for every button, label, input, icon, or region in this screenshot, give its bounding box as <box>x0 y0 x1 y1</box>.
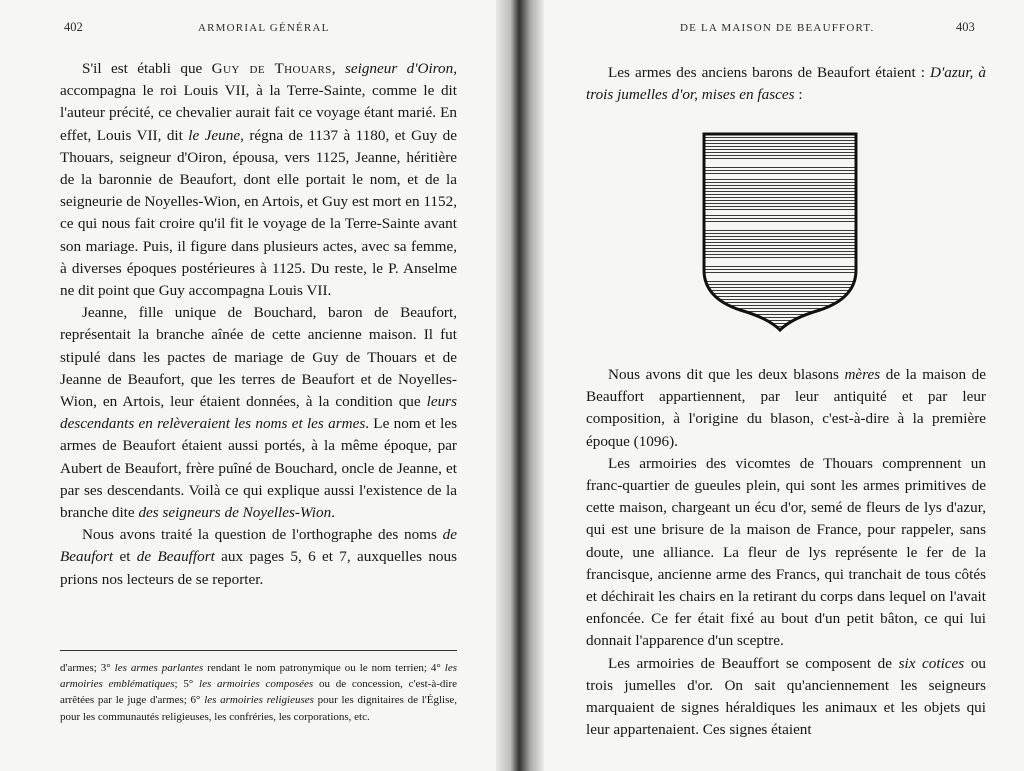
text-run: Nous avons traité la question de l'orthographe des noms <box>82 526 443 544</box>
text-run: : <box>794 86 803 104</box>
italic-text: six cotices <box>898 654 965 672</box>
jumelle-bar <box>700 274 860 279</box>
right-body <box>586 364 986 741</box>
italic-text: D'azur, à trois jumelles d'or, mises en fasces <box>586 64 986 104</box>
jumelle-bar <box>700 160 860 165</box>
italic-text: seigneur d'Oiron <box>344 60 454 77</box>
paragraph <box>586 364 986 453</box>
italic-text: de Beauffort <box>136 548 215 566</box>
text-run: , <box>331 60 345 77</box>
footnote <box>60 660 457 725</box>
left-running-head: ARMORIAL GÉNÉRAL <box>198 22 330 34</box>
text-run: et <box>113 548 137 566</box>
text-run: ou de concession, c'est-à-dire arrêtées par le juge d'armes; 6° <box>60 678 458 707</box>
jumelle-bar <box>700 260 860 265</box>
italic-text: le Jeune <box>188 126 241 144</box>
italic-text: les armoiries composées <box>199 678 314 691</box>
paragraph <box>60 302 457 524</box>
paragraph <box>60 524 457 591</box>
italic-text: leurs descendants en relèveraient les noms et les armes <box>60 393 457 433</box>
text-run: aux pages 5, 6 et 7, auxquelles nous prions nos lecteurs de se reporter. <box>60 548 458 588</box>
italic-text: des seigneurs de Noyelles-Wion <box>138 504 332 522</box>
jumelle-bar <box>700 210 860 215</box>
italic-text: les armoiries religieuses <box>204 694 314 707</box>
intro-paragraph <box>586 62 986 106</box>
italic-text: les armoiries emblématiques <box>60 662 457 691</box>
text-run: pour les dignitaires de l'Église, pour les communautés religieuses, les confréries, les corporations, etc. <box>60 694 458 723</box>
text-run: ou trois jumelles d'or. On sait qu'anciennement les seigneurs marquaient de signes héraldiques les animaux et les objets qui leur appartenaient. Ces signes étaient <box>586 654 987 739</box>
text-run: , régna de 1137 à 1180, et Guy de Thouars, seigneur d'Oiron, épousa, vers 1125, Jeanne, héritière de la baronnie de Beaufort, dont elle portait le nom, et de la seigneurie de Noyelles-Wion, en Artois, et Guy est mort en 1152, ce qui nous fait croire qu'il fit le voyage de la Terre-Sainte avant son mariage. Puis, il figure dans plusieurs actes, avec sa femme, à diverses époques postérieures à 1125. Du reste, le P. Anselme ne dit point que Guy accompagna Louis VII. <box>60 126 458 300</box>
text-run: . Le nom et les armes de Beaufort étaient aussi portés, à la même époque, par Aubert de Beaufort, frère puîné de Bouchard, oncle de Jeanne, et par ses descendants. Voilà ce qui explique aussi l'existence de la branche dite <box>60 415 458 522</box>
right-page <box>528 0 1024 771</box>
left-body <box>60 58 457 591</box>
text-run: Jeanne, fille unique de Bouchard, baron de Beaufort, représentait la branche aînée de cette ancienne maison. Il fut stipulé dans les pactes de mariage de Guy de Thouars et de Jeanne de Beaufort, que les terres de Beaufort et de Noyelles-Wion, en Artois, leur étaient données, à la condition que <box>60 304 457 411</box>
italic-text: les armes parlantes <box>114 662 204 674</box>
book-gutter <box>496 0 544 771</box>
coat-of-arms-shield <box>700 130 860 335</box>
jumelle-bar <box>700 174 860 179</box>
right-intro <box>586 62 986 106</box>
small-caps-text: Guy de Thouars <box>211 60 332 77</box>
text-run: d'armes; 3° <box>60 662 115 674</box>
left-page-number: 402 <box>64 20 83 34</box>
text-run: . <box>331 504 335 522</box>
text-run: , accompagna le roi Louis VII, à la Terre-Sainte, comme le dit l'auteur précité, ce chevalier aurait fait ce voyage étant marié. En effet, Louis VII, dit <box>60 60 458 144</box>
text-run: rendant le nom patronymique ou le nom terrien; 4° <box>203 662 445 674</box>
text-run: de la maison de Beauffort appartiennent, par leur antiquité et par leur composition, à l'origine du blason, c'est-à-dire à la première époque (1096). <box>586 366 986 450</box>
left-page <box>0 0 505 771</box>
text-run: Les armoiries de Beauffort se composent de <box>608 654 899 672</box>
italic-text: mères <box>844 366 881 383</box>
paragraph <box>586 453 986 653</box>
italic-text: de Beaufort <box>60 526 457 566</box>
paragraph <box>586 653 986 742</box>
right-page-number: 403 <box>956 20 975 34</box>
jumelle-bar <box>700 224 860 229</box>
text-run: ; 5° <box>174 678 200 691</box>
text-run: S'il est établi que <box>82 60 212 77</box>
text-run: Les armoiries des vicomtes de Thouars comprennent un franc-quartier de gueules plein, qui sont les armes primitives de cette maison, chargeant un écu d'or, semé de fleurs de lys d'azur, qui est une brisure de la maison de France, pour rappeler, sans doute, une alliance. La fleur de lys représente le fer de la francisque, ancienne arme des Francs, qui tranchait de tous côtés et déchirait les chairs en la retirant du corps dans lequel on l'avait enfoncée. Ce fer était fixé au bout d'un petit bâton, ce qui lui donnait l'apparence d'un sceptre. <box>586 454 986 650</box>
text-run: Nous avons dit que les deux blasons <box>608 366 845 383</box>
paragraph <box>60 58 457 302</box>
footnote-rule <box>60 650 457 651</box>
right-running-head: DE LA MAISON DE BEAUFFORT. <box>680 22 875 34</box>
text-run: Les armes des anciens barons de Beaufort étaient : <box>608 64 931 81</box>
